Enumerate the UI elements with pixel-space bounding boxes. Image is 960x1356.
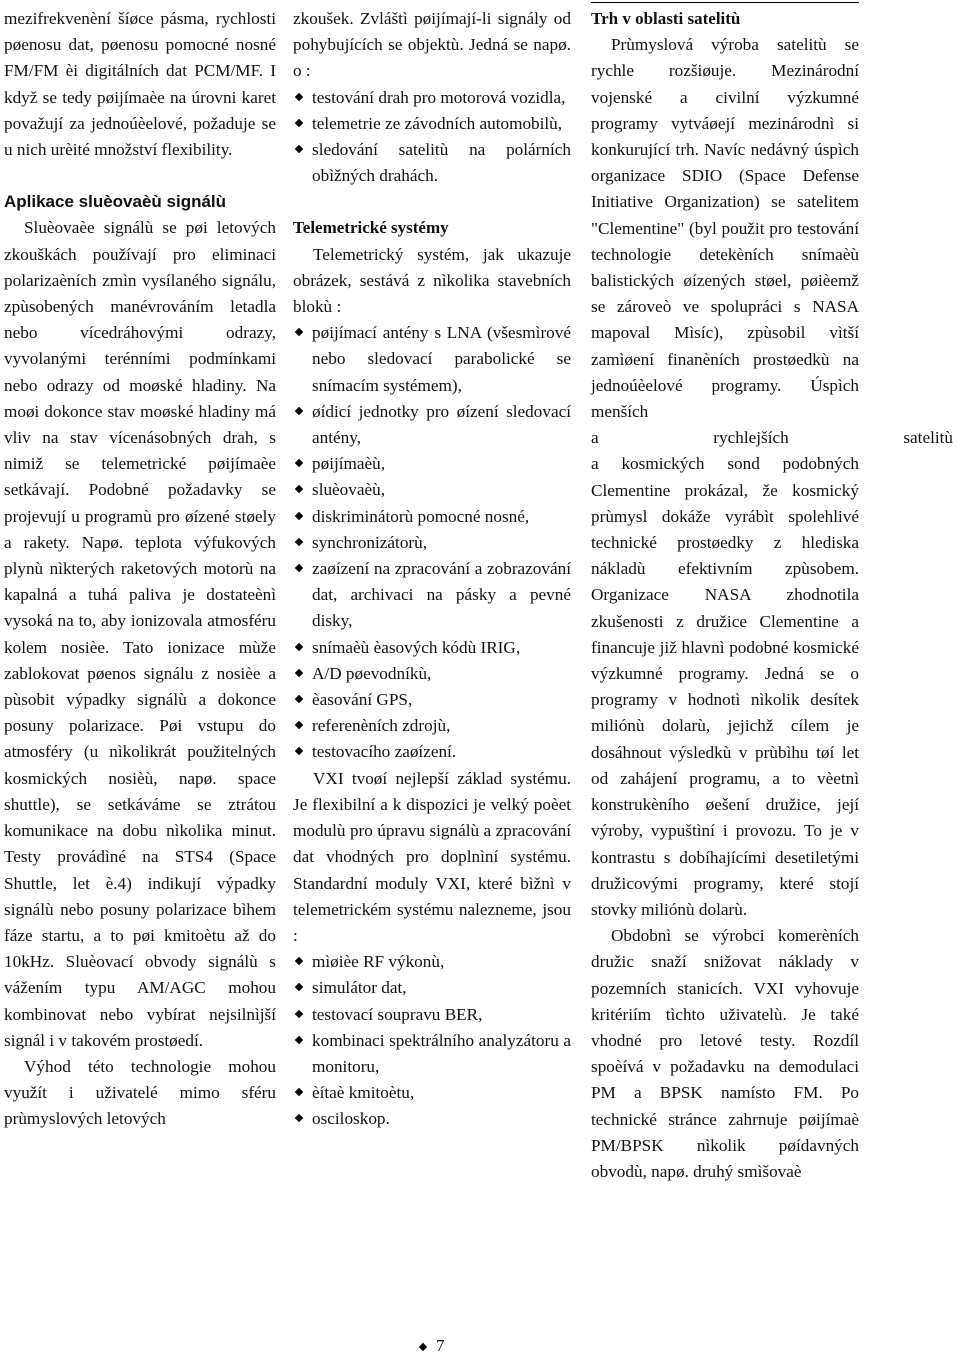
list-item: èítaè kmitoètu, [293, 1080, 571, 1106]
list-item: pøijímací antény s LNA (všesmìrové nebo sledovací parabolické se snímacím systémem), [293, 320, 571, 399]
paragraph: mezifrekvenèní šíøce pásma, rychlosti pøenosu dat, pøenosu pomocné nosné FM/FM èi digitálních dat PCM/MF. I když se tedy pøijímaèe na úrovni karet považují za jednoúèelové, požaduje se u nich urèité množství flexibility. [4, 9, 276, 160]
list-item: testovacího zaøízení. [293, 739, 571, 765]
list-item: telemetrie ze závodních automobilù, [293, 111, 571, 137]
paragraph: Telemetrický systém, jak ukazuje obrázek, sestává z nìkolika stavebních blokù : [293, 244, 571, 317]
diamond-bullet-icon [419, 1343, 427, 1351]
list-item: osciloskop. [293, 1106, 571, 1132]
paragraph: Výhod této technologie mohou využít i uživatelé mimo sféru prùmyslových letových [4, 1056, 276, 1129]
paragraph: Sluèovaèe signálù se pøi letových zkouškách používají pro eliminaci polarizaèních zmìn vysílaného signálu, zpùsobených manévrováním letadla nebo vícedráhovými odrazy, vyvolanými terénními podmínkami nebo odrazy od moøské hladiny. Na moøi dokonce stav moøské hladiny má vliv na stav vícenásobných drah, s nimiž se telemetrické pøijímaèe setkávají. Podobné požadavky se projevují u programù pro øízené støely a rakety. Napø. teplota výfukových plynù nìkterých raketových motorù na kapalná a tuhá paliva je dostateènì vysoká na to, aby ionizovala atmosféru kolem nosièe. Tato ionizace mùže zablokovat pøenos signálu z nosièe a pùsobit výpadky signálù a dokonce posuny polarizace. Pøi vstupu do atmosféry (u nìkolikrát použitelných kosmických nosièù, napø. space shuttle), se setkáváme se ztrátou komunikace na dobu nìkolika minut. Testy provádìné na STS4 (Space Shuttle, let è.4) indikují výpadky signálù nebo posuny polarizace bìhem fáze startu, a to pøi kmitoètu až do 10kHz. Sluèovací obvody signálù s vážením typu AM/AGC mohou kombinovat nebo vybírat nejsilnìjší signál i v takovém prostøedí. [4, 218, 276, 1050]
list-item: sledování satelitù na polárních obìžných drahách. [293, 137, 571, 189]
top-rule [591, 2, 859, 3]
list-item: èasování GPS, [293, 687, 571, 713]
column-3 [591, 6, 960, 1185]
list-item: snímaèù èasových kódù IRIG, [293, 635, 571, 661]
column-1 [4, 6, 276, 1133]
list-item: synchronizátorù, [293, 530, 571, 556]
page-footer [420, 1336, 445, 1356]
paragraph: zkoušek. Zvláštì pøijímají-li signály od pohybujících se objektù. Jedná se napø. o : [293, 9, 571, 81]
list-item: referenèních zdrojù, [293, 713, 571, 739]
list-item: zaøízení na zpracování a zobrazování dat, archivaci na pásky a pevné disky, [293, 556, 571, 635]
list-item: A/D pøevodníkù, [293, 661, 571, 687]
list-item: testovací soupravu BER, [293, 1002, 571, 1028]
paragraph-line: a rychlejších satelitù [591, 428, 953, 448]
list-item: sluèovaèù, [293, 477, 571, 503]
column-2 [293, 6, 571, 1133]
list-item: simulátor dat, [293, 975, 571, 1001]
section-heading: Telemetrické systémy [293, 218, 449, 238]
section-heading: Trh v oblasti satelitù [591, 9, 741, 28]
paragraph: VXI tvoøí nejlepší základ systému. Je flexibilní a k dispozici je velký poèet modulù pro úpravu signálù a zpracování dat vhodných pro doplnìní systému. Standardní moduly VXI, které bìžnì v telemetrickém systému nalezneme, jsou : [293, 768, 571, 945]
list-item: pøijímaèù, [293, 451, 571, 477]
page-number: 7 [436, 1336, 445, 1355]
paragraph: Prùmyslová výroba satelitù se rychle rozšiøuje. Mezinárodní vojenské a civilní výzkumné programy vytváøejí mezinárodnì si konkurující trh. Navíc nedávný úspìch organizace SDIO (Space Defense Initiative Organization) se satelitem "Clementine" (byl použit pro testování technologie detekèních snímaèù balistických øízených støel, pøièemž se zároveò ve spolupráci s NASA mapoval Mìsíc), zpùsobil vìtší zamìøení finanèních prostøedkù na jednoúèelové programy. Úspìch menších [591, 35, 859, 422]
paragraph: Obdobnì se výrobci komerèních družic snaží snižovat náklady v pozemních stanicích. VXI vyhovuje kritériím tìchto uživatelù. Je také vhodné pro letové testy. Rozdíl spoèívá v požadavku na demodulaci PM a BPSK namísto FM. Po technické stránce zahrnuje pøijímaè PM/BPSK nìkolik pøídavných obvodù, napø. druhý smìšovaè [591, 926, 859, 1181]
bullet-list [293, 320, 571, 765]
paragraph: a kosmických sond podobných Clementine prokázal, že kosmický prùmysl dokáže vyrábìt spolehlivé technické prostøedky z hlediska nákladù efektivním zpùsobem. Organizace NASA zhodnotila zkušenosti z družice Clementine a financuje již hlavnì podobné kosmické výzkumné programy. Jedná se o programy v hodnotì nìkolik desítek miliónù dolarù, jejichž cílem je dosáhnout výsledkù v prùbìhu tøí let od zahájení programu, a to vèetnì konstrukèního øešení družice, její výroby, vypuštìní i provozu. To je v kontrastu s dobíhajícími desetiletými družicovými programy, které stojí stovky miliónù dolarù. [591, 454, 859, 919]
list-item: øídicí jednotky pro øízení sledovací antény, [293, 399, 571, 451]
list-item: testování drah pro motorová vozidla, [293, 85, 571, 111]
list-item: mìøièe RF výkonù, [293, 949, 571, 975]
bullet-list [293, 949, 571, 1132]
list-item: diskriminátorù pomocné nosné, [293, 504, 571, 530]
bullet-list [293, 85, 571, 190]
list-item: kombinaci spektrálního analyzátoru a monitoru, [293, 1028, 571, 1080]
section-heading: Aplikace sluèovaèù signálù [4, 192, 227, 212]
